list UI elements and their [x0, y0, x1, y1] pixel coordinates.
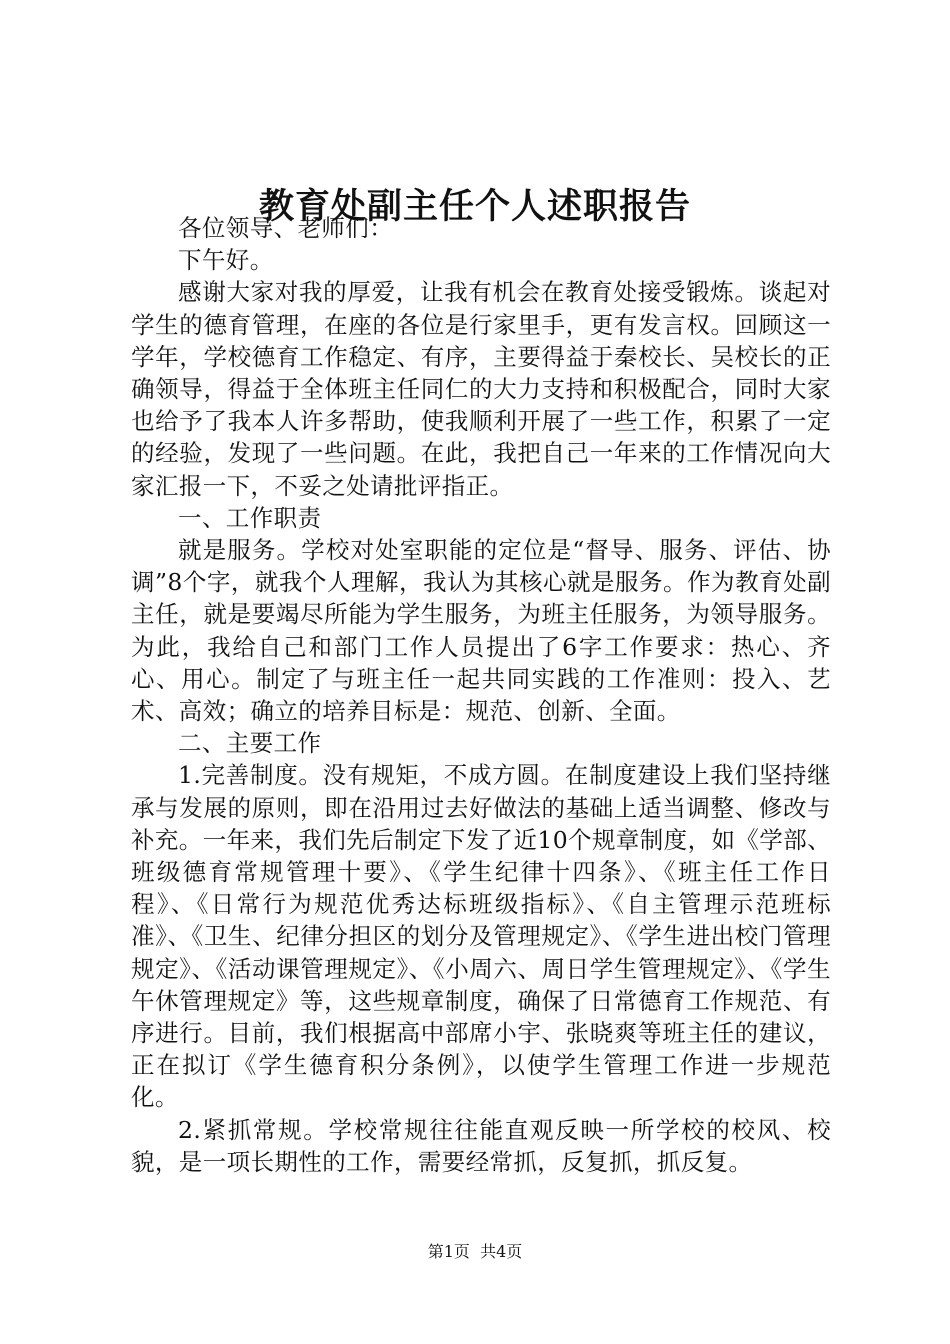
work-item-1-paragraph: 1.完善制度。没有规矩，不成方圆。在制度建设上我们坚持继承与发展的原则，即在沿用过去好做法的基础上适当调整、修改与补充。一年来，我们先后制定下发了近10个规章制度，如《学部、班级德育常规管理十要》、《学生纪律十四条》、《班主任工作日程》、《日常行为规范优秀达标班级指标》、《自主管理示范班标准》、《卫生、纪律分担区的划分及管理规定》、《学生进出校门管理规定》、《活动课管理规定》、《小周六、周日学生管理规定》、《学生午休管理规定》等，这些规章制度，确保了日常德育工作规范、有序进行。目前，我们根据高中部席小宇、张晓爽等班主任的建议，正在拟订《学生德育积分条例》，以使学生管理工作进一步规范化。 [131, 761, 831, 1112]
page-number: 第1页 共4页 [427, 1242, 523, 1261]
document-body [131, 212, 831, 1178]
salutation-line: 下午好。 [178, 246, 274, 275]
work-item-2-paragraph: 2.紧抓常规。学校常规往往能直观反映一所学校的校风、校貌，是一项长期性的工作，需要经常抓，反复抓，抓反复。 [131, 1115, 831, 1176]
page-footer [0, 1240, 950, 1264]
duties-paragraph: 就是服务。学校对处室职能的定位是“督导、服务、评估、协调”8个字，就我个人理解，我认为其核心就是服务。作为教育处副主任，就是要竭尽所能为学生服务，为班主任服务，为领导服务。为此，我给自己和部门工作人员提出了6字工作要求：热心、齐心、用心。制定了与班主任一起共同实践的工作准则：投入、艺术、高效；确立的培养目标是：规范、创新、全面。 [131, 536, 831, 726]
section-heading-main-work: 二、主要工作 [178, 729, 322, 758]
greeting-line: 各位领导、老师们： [178, 214, 394, 242]
section-heading-duties: 一、工作职责 [178, 503, 322, 532]
document-title: 教育处副主任个人述职报告 [258, 186, 691, 227]
intro-paragraph: 感谢大家对我的厚爱，让我有机会在教育处接受锻炼。谈起对学生的德育管理，在座的各位是行家里手，更有发言权。回顾这一学年，学校德育工作稳定、有序，主要得益于秦校长、吴校长的正确领导，得益于全体班主任同仁的大力支持和积极配合，同时大家也给予了我本人许多帮助，使我顺利开展了一些工作，积累了一定的经验，发现了一些问题。在此，我把自己一年来的工作情况向大家汇报一下，不妥之处请批评指正。 [131, 278, 831, 500]
